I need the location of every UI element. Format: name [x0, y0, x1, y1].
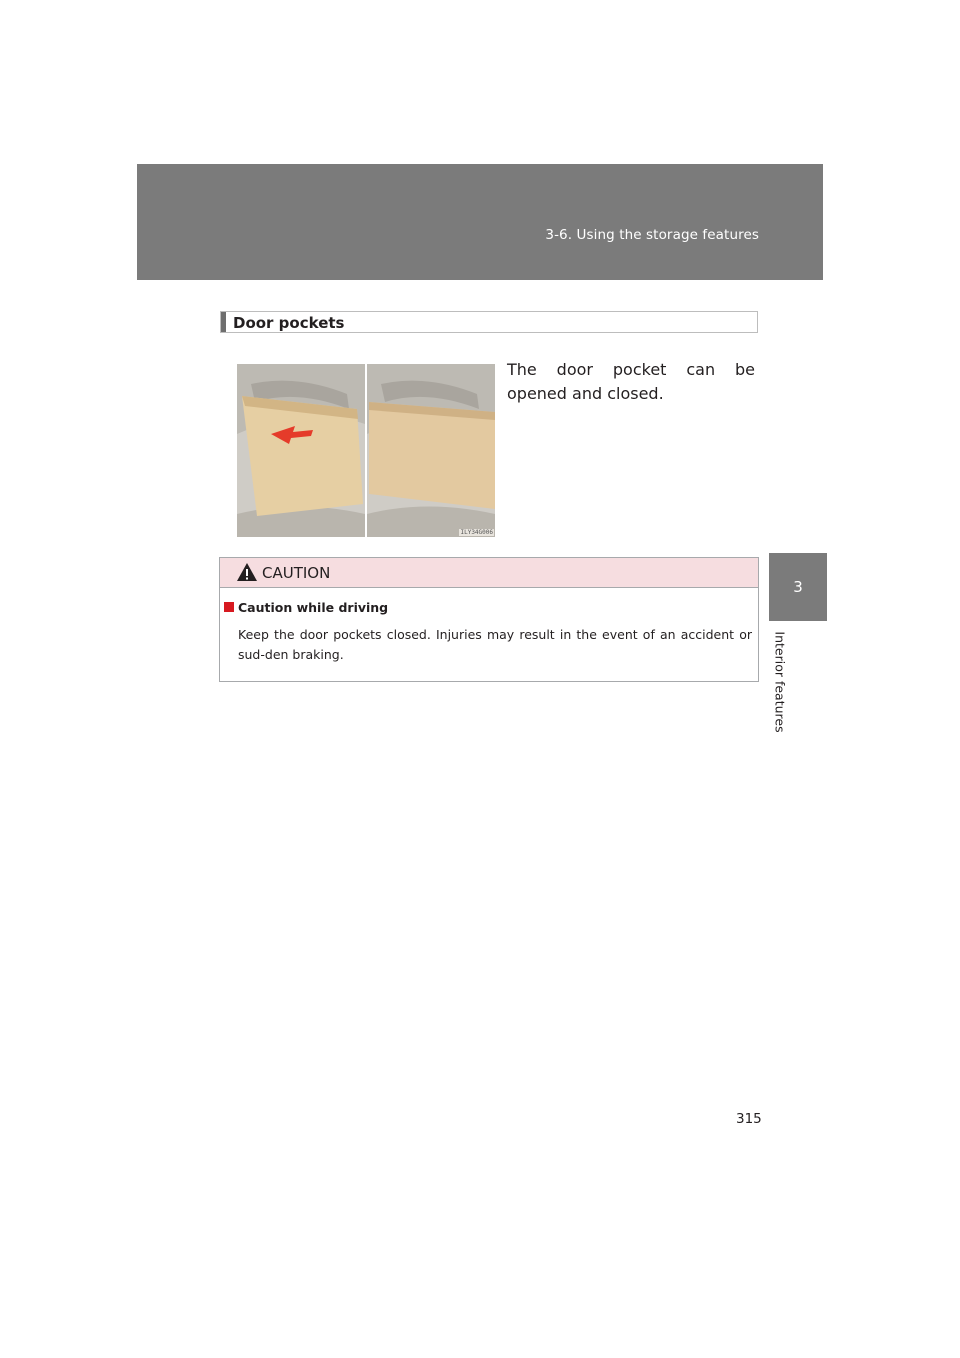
- chapter-tab[interactable]: [769, 553, 827, 621]
- chapter-title-text: Interior features: [772, 631, 788, 733]
- caution-header: [220, 558, 758, 588]
- page-number: 315: [736, 1111, 762, 1127]
- description-text: The door pocket can be opened and closed.: [507, 360, 755, 403]
- section-title: 3-6. Using the storage features: [545, 227, 759, 243]
- subsection-heading: [220, 311, 758, 333]
- header-band: [137, 164, 823, 280]
- caution-box: [219, 557, 759, 682]
- heading-bar: [221, 312, 226, 332]
- subsection-title: Door pockets: [233, 314, 345, 332]
- chapter-number: 3: [793, 578, 803, 596]
- caution-item-text: Keep the door pockets closed. Injuries may result in the event of an accident or sud-den braking.: [238, 627, 752, 662]
- warning-icon: [236, 562, 258, 582]
- chapter-title: [770, 630, 790, 734]
- door-pocket-photo-open: [237, 364, 365, 537]
- caution-item-title: Caution while driving: [238, 600, 389, 615]
- caution-title: CAUTION: [262, 564, 331, 582]
- bullet-square-icon: [224, 602, 234, 612]
- figure-code: ILY34G006: [460, 529, 493, 536]
- door-pocket-photo-closed: [367, 364, 495, 537]
